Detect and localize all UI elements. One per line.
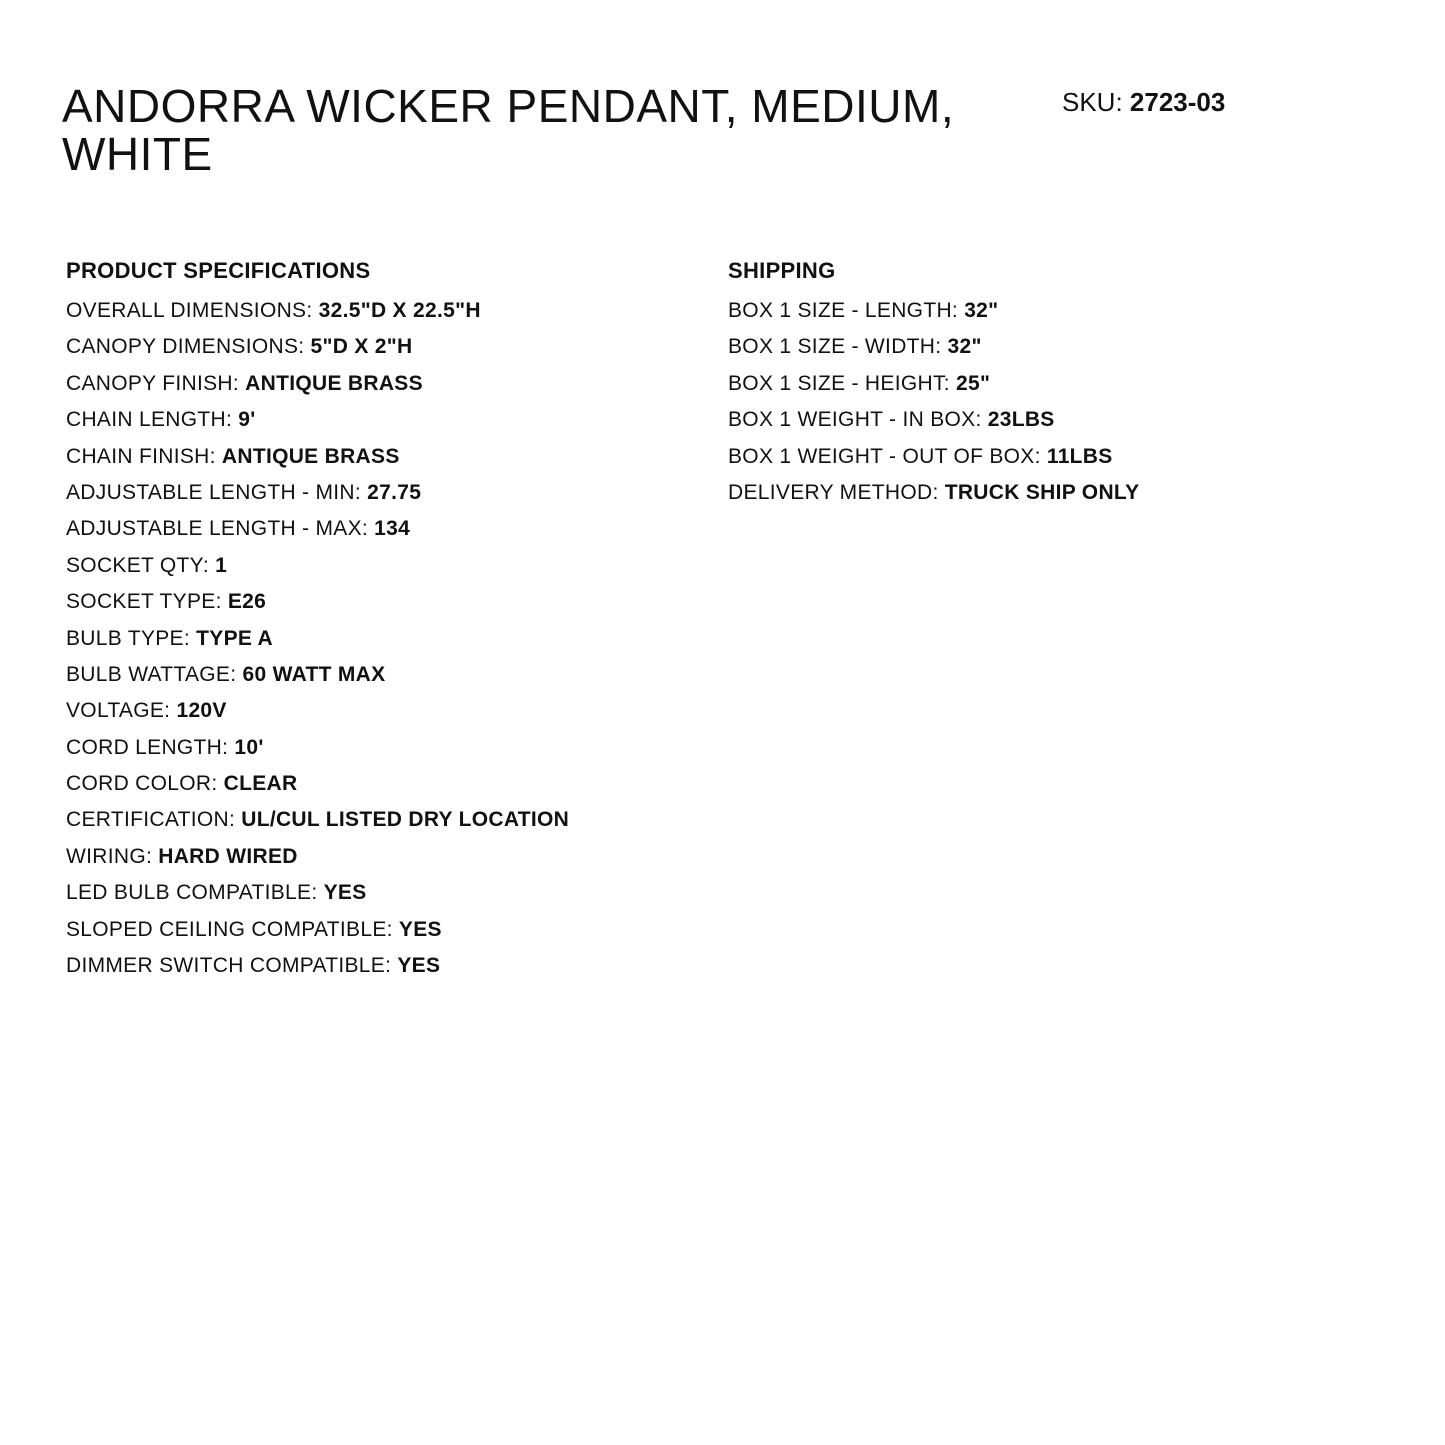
shipping-row-box-width	[728, 334, 1408, 370]
spec-label: DIMMER SWITCH COMPATIBLE:	[66, 954, 392, 978]
shipping-label: BOX 1 WEIGHT - IN BOX:	[728, 408, 982, 432]
spec-value: 32.5"D X 22.5"H	[318, 299, 481, 322]
spec-value: ANTIQUE BRASS	[245, 371, 423, 395]
spec-value: 134	[374, 517, 411, 541]
spec-row-chain-length	[66, 407, 706, 443]
spec-row-adjustable-length-min	[66, 480, 706, 516]
shipping-label: BOX 1 WEIGHT - OUT OF BOX:	[728, 444, 1041, 468]
spec-label: CORD COLOR:	[66, 772, 218, 796]
spec-row-socket-qty	[66, 553, 706, 589]
spec-row-voltage	[66, 698, 706, 734]
shipping-row-box-height	[728, 371, 1408, 407]
spec-value: TYPE A	[196, 626, 274, 650]
spec-value: 27.75	[367, 480, 422, 504]
spec-value: 1	[215, 553, 228, 577]
specifications-heading: PRODUCT SPECIFICATIONS	[66, 258, 371, 283]
spec-value: 120V	[176, 699, 227, 723]
spec-row-cord-color	[66, 771, 706, 807]
spec-label: BULB WATTAGE:	[66, 662, 237, 686]
shipping-value: 23LBS	[987, 408, 1055, 432]
sku-label: SKU:	[1062, 87, 1123, 117]
spec-label: OVERALL DIMENSIONS:	[66, 299, 313, 322]
spec-label: WIRING:	[66, 844, 153, 868]
spec-value: 9'	[238, 408, 256, 432]
spec-row-socket-type	[66, 589, 706, 625]
spec-row-dimmer-switch-compatible	[66, 953, 706, 989]
spec-row-certification	[66, 807, 706, 843]
spec-row-canopy-finish	[66, 371, 706, 407]
shipping-row-box-length	[728, 298, 1408, 334]
spec-row-chain-finish	[66, 444, 706, 480]
spec-label: SOCKET TYPE:	[66, 590, 222, 614]
spec-value: 10'	[234, 735, 264, 759]
spec-label: CANOPY FINISH:	[66, 371, 240, 395]
spec-row-sloped-ceiling-compatible	[66, 917, 706, 953]
product-title: ANDORRA WICKER PENDANT, MEDIUM, WHITE	[62, 80, 955, 180]
shipping-row-weight-in-box	[728, 407, 1408, 443]
sku-value: 2723-03	[1129, 87, 1226, 117]
spec-row-bulb-type	[66, 626, 706, 662]
shipping-label: BOX 1 SIZE - LENGTH:	[728, 299, 959, 322]
shipping-label: BOX 1 SIZE - HEIGHT:	[728, 371, 950, 395]
shipping-row-delivery-method	[728, 480, 1408, 516]
spec-label: ADJUSTABLE LENGTH - MIN:	[66, 480, 362, 504]
spec-label: CERTIFICATION:	[66, 808, 236, 832]
spec-value: YES	[323, 881, 367, 905]
spec-label: CHAIN FINISH:	[66, 444, 216, 468]
spec-label: SLOPED CEILING COMPATIBLE:	[66, 917, 393, 941]
shipping-value: TRUCK SHIP ONLY	[944, 480, 1140, 504]
spec-value: ANTIQUE BRASS	[221, 444, 400, 468]
spec-value: UL/CUL LISTED DRY LOCATION	[241, 808, 570, 832]
spec-label: CANOPY DIMENSIONS:	[66, 335, 305, 359]
shipping-label: BOX 1 SIZE - WIDTH:	[728, 335, 942, 359]
shipping-value: 32"	[947, 335, 982, 359]
spec-row-cord-length	[66, 735, 706, 771]
spec-label: ADJUSTABLE LENGTH - MAX:	[66, 517, 369, 541]
spec-label: CORD LENGTH:	[66, 735, 229, 759]
spec-value: YES	[397, 954, 441, 978]
shipping-value: 11LBS	[1046, 444, 1113, 468]
shipping-label: DELIVERY METHOD:	[728, 480, 939, 504]
spec-value: YES	[398, 917, 442, 941]
shipping-row-weight-out-of-box	[728, 444, 1408, 480]
product-specifications-section	[66, 256, 706, 989]
spec-row-wiring	[66, 844, 706, 880]
spec-value: 5"D X 2"H	[310, 335, 413, 359]
spec-label: BULB TYPE:	[66, 626, 190, 650]
shipping-value: 25"	[956, 371, 991, 395]
spec-row-bulb-wattage	[66, 662, 706, 698]
specifications-list	[66, 298, 706, 989]
shipping-section	[728, 256, 1408, 516]
spec-value: HARD WIRED	[158, 844, 298, 868]
shipping-heading: SHIPPING	[728, 258, 836, 283]
spec-value: CLEAR	[223, 772, 298, 796]
spec-label: CHAIN LENGTH:	[66, 408, 233, 432]
spec-value: E26	[227, 590, 267, 614]
spec-row-led-bulb-compatible	[66, 880, 706, 916]
spec-label: VOLTAGE:	[66, 699, 171, 723]
spec-value: 60 WATT MAX	[242, 662, 386, 686]
shipping-list	[728, 298, 1408, 516]
spec-label: SOCKET QTY:	[66, 553, 209, 577]
spec-row-adjustable-length-max	[66, 516, 706, 552]
shipping-value: 32"	[964, 299, 999, 322]
spec-row-canopy-dimensions	[66, 334, 706, 370]
spec-row-overall-dimensions	[66, 298, 706, 334]
sku	[1062, 86, 1225, 118]
spec-label: LED BULB COMPATIBLE:	[66, 881, 318, 905]
